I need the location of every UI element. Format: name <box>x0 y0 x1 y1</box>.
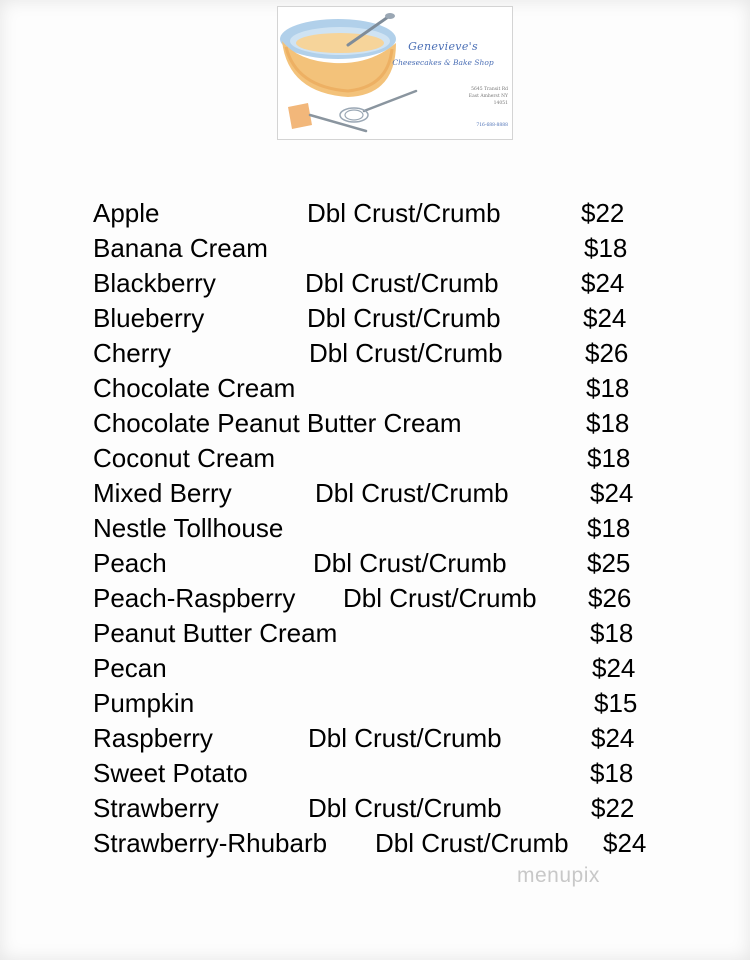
menu-item-name: Mixed Berry <box>93 478 232 508</box>
menu-item-name: Cherry <box>93 338 172 368</box>
menu-item-name: Peanut Butter Cream <box>93 618 338 648</box>
menu-item-price: $18 <box>584 233 628 263</box>
menu-item-name: Pecan <box>93 653 167 683</box>
shop-name: Genevieve's <box>408 40 478 53</box>
menu-item-row <box>0 336 750 371</box>
menu-item-price: $22 <box>591 793 635 823</box>
menu-item-name: Banana Cream <box>93 233 268 263</box>
menu-item-name: Strawberry <box>93 793 219 823</box>
menu-item-row <box>0 546 750 581</box>
menu-item-name: Peach-Raspberry <box>93 583 296 613</box>
menu-item-name: Apple <box>93 198 160 228</box>
menu-item-name: Strawberry-Rhubarb <box>93 828 328 858</box>
menu-item-name: Chocolate Peanut Butter Cream <box>93 408 462 438</box>
menu-item-name: Nestle Tollhouse <box>93 513 284 543</box>
menu-item-price: $18 <box>587 443 631 473</box>
menu-item-row <box>0 581 750 616</box>
menu-item-row <box>0 686 750 721</box>
menu-item-price: $24 <box>583 303 627 333</box>
menu-item-name: Peach <box>93 548 167 578</box>
shop-address-line1: 5645 Transit Rd <box>471 87 508 92</box>
menu-item-row <box>0 196 750 231</box>
shop-address-line2: East Amherst NY <box>468 94 508 99</box>
menu-item-price: $18 <box>586 408 630 438</box>
menu-item-row <box>0 371 750 406</box>
menu-item-name: Coconut Cream <box>93 443 276 473</box>
menu-item-name: Raspberry <box>93 723 213 753</box>
menu-item-row <box>0 231 750 266</box>
menu-item-price: $24 <box>581 268 625 298</box>
menu-item-crust-option: Dbl Crust/Crumb <box>343 583 537 613</box>
menu-item-crust-option: Dbl Crust/Crumb <box>308 723 502 753</box>
menu-item-row <box>0 476 750 511</box>
shop-phone: 716-688-8888 <box>476 123 508 128</box>
menu-item-row <box>0 721 750 756</box>
mixing-bowl-logo-art <box>278 7 514 141</box>
menu-item-price: $18 <box>590 758 634 788</box>
menu-item-crust-option: Dbl Crust/Crumb <box>313 548 507 578</box>
menu-item-row <box>0 266 750 301</box>
menu-item-price: $24 <box>590 478 634 508</box>
menu-item-price: $15 <box>594 688 638 718</box>
shop-subtitle: Cheesecakes & Bake Shop <box>392 58 494 67</box>
menu-item-name: Blueberry <box>93 303 205 333</box>
menu-item-crust-option: Dbl Crust/Crumb <box>305 268 499 298</box>
shop-address-line3: 14051 <box>493 101 508 106</box>
menu-item-row <box>0 826 750 861</box>
menu-item-row <box>0 651 750 686</box>
menu-item-name: Blackberry <box>93 268 216 298</box>
menu-item-row <box>0 301 750 336</box>
menu-item-crust-option: Dbl Crust/Crumb <box>315 478 509 508</box>
menu-item-price: $24 <box>603 828 647 858</box>
menu-item-price: $18 <box>586 373 630 403</box>
menu-item-name: Sweet Potato <box>93 758 248 788</box>
menu-item-row <box>0 441 750 476</box>
menu-item-name: Pumpkin <box>93 688 195 718</box>
menu-item-row <box>0 756 750 791</box>
menu-item-price: $26 <box>585 338 629 368</box>
menu-item-price: $18 <box>590 618 634 648</box>
menu-item-price: $26 <box>588 583 632 613</box>
menu-item-price: $25 <box>587 548 631 578</box>
menu-item-crust-option: Dbl Crust/Crumb <box>307 198 501 228</box>
menu-item-row <box>0 791 750 826</box>
menu-item-price: $24 <box>592 653 636 683</box>
menu-item-row <box>0 511 750 546</box>
watermark: menupix <box>517 864 600 887</box>
menu-item-crust-option: Dbl Crust/Crumb <box>309 338 503 368</box>
menu-item-row <box>0 406 750 441</box>
menu-item-price: $24 <box>591 723 635 753</box>
menu-item-row <box>0 616 750 651</box>
menu-item-crust-option: Dbl Crust/Crumb <box>307 303 501 333</box>
menu-item-name: Chocolate Cream <box>93 373 296 403</box>
shop-logo-card <box>277 6 513 140</box>
menu-item-price: $18 <box>587 513 631 543</box>
menu-item-price: $22 <box>581 198 625 228</box>
menu-item-crust-option: Dbl Crust/Crumb <box>308 793 502 823</box>
menu-item-crust-option: Dbl Crust/Crumb <box>375 828 569 858</box>
